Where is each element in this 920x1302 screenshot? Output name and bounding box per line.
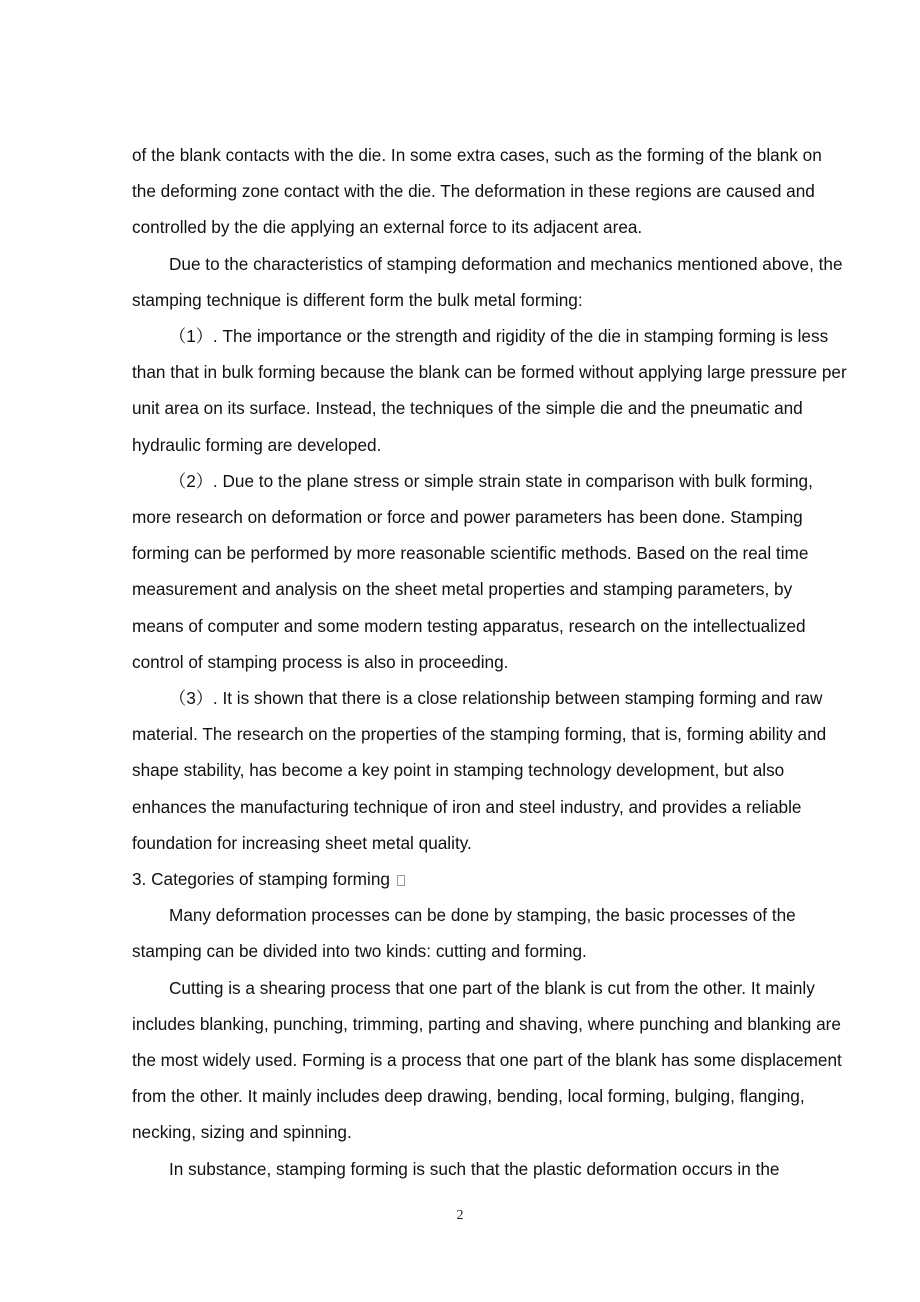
paragraph-item-2: （2）. Due to the plane stress or simple strain state in comparison with bulk forming, more research on deformation or force and power parameters has been done. Stamping forming can be performed by more reasonable scientific methods. Based on the real time measurement and analysis on the sheet metal properties and stamping parameters, by means of computer and some modern testing apparatus, research on the intellectualized control of stamping process is also in proceeding. — [132, 470, 813, 672]
paragraph-intro: Due to the characteristics of stamping deformation and mechanics mentioned above, the stamping technique is different form the bulk metal forming: — [132, 253, 843, 310]
section-heading-text: 3. Categories of stamping forming — [132, 869, 390, 890]
body-text — [132, 137, 848, 1187]
paragraph-substance: In substance, stamping forming is such that the plastic deformation occurs in the — [169, 1158, 780, 1179]
paragraph-cutting-forming: Cutting is a shearing process that one part of the blank is cut from the other. It mainly includes blanking, punching, trimming, parting and shaving, where punching and blanking are the most widely used. Forming is a process that one part of the blank has some displacement from the other. It mainly includes deep drawing, bending, local forming, bulging, flanging, necking, sizing and spinning. — [132, 977, 842, 1143]
placeholder-box-icon — [397, 875, 405, 886]
page-number: 2 — [456, 1208, 464, 1223]
paragraph-item-1: （1）. The importance or the strength and rigidity of the die in stamping forming is less than that in bulk forming because the blank can be formed without applying large pressure per unit area on its surface. Instead, the techniques of the simple die and the pneumatic and hydraulic forming are developed. — [132, 326, 847, 455]
section-heading — [132, 861, 848, 897]
paragraph-processes: Many deformation processes can be done by stamping, the basic processes of the stamping can be divided into two kinds: cutting and forming. — [132, 905, 796, 962]
paragraph-continuation: of the blank contacts with the die. In some extra cases, such as the forming of the blank on the deforming zone contact with the die. The deformation in these regions are caused and controlled by the die applying an external force to its adjacent area. — [132, 145, 822, 238]
paragraph-item-3: （3）. It is shown that there is a close relationship between stamping forming and raw material. The research on the properties of the stamping forming, that is, forming ability and shape stability, has become a key point in stamping technology development, but also enhances the manufacturing technique of iron and steel industry, and provides a reliable foundation for increasing sheet metal quality. — [132, 688, 827, 853]
